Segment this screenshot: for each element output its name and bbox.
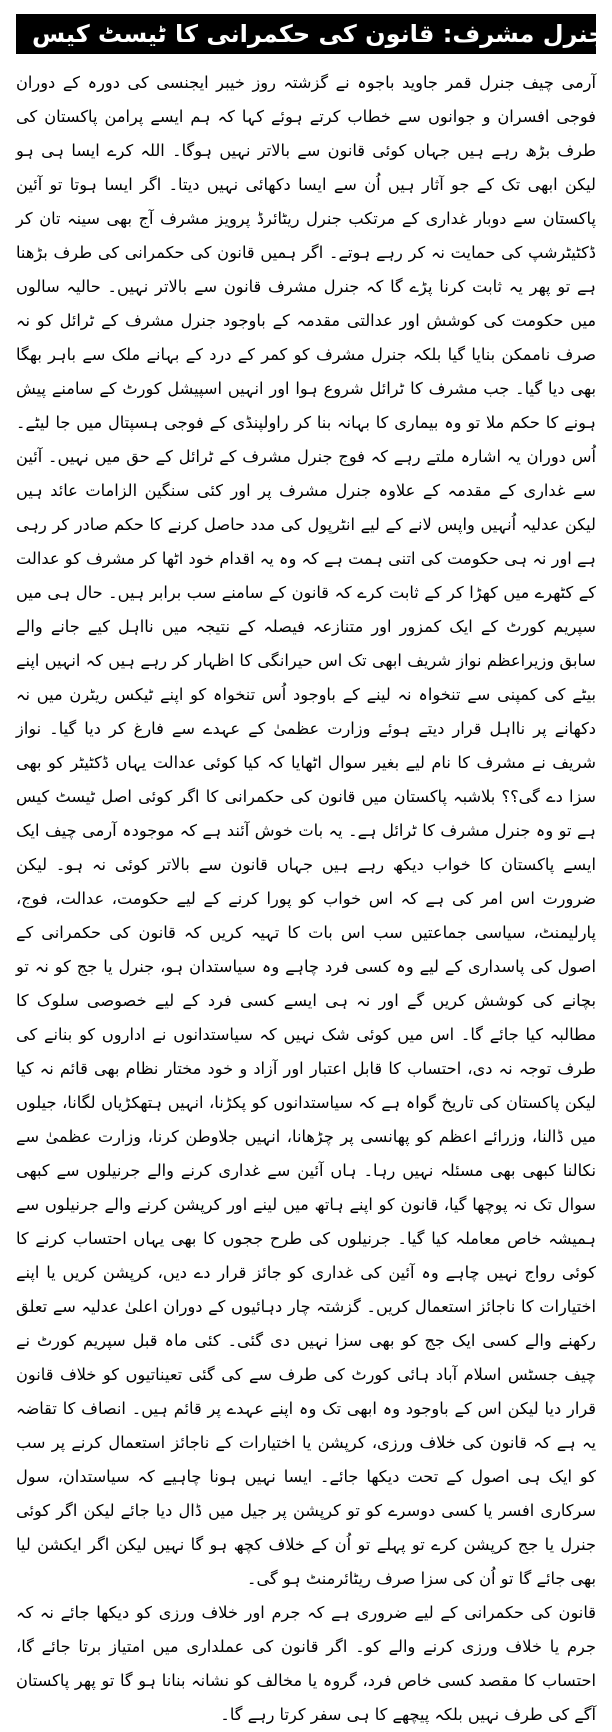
article-paragraph: آرمی چیف جنرل قمر جاوید باجوہ نے گزشتہ روز خیبر ایجنسی کی دورہ کے دوران فوجی افسران و جوانوں سے خطاب کرتے ہوئے کہا کہ ہم ایسے پرامن پاکستان کی طرف بڑھ رہے ہیں جہاں کوئی قانون سے بالاتر نہیں ہوگا۔ اللہ کرے ایسا ہی ہو لیکن ابھی تک کے جو آثار ہیں اُن سے ایسا دکھائی نہیں دیتا۔ اگر ایسا ہوتا تو آئین پاکستان سے دوبار غداری کے مرتکب جنرل ریٹائرڈ پرویز مشرف آج بھی سینہ تان کر ڈکٹیٹرشپ کی حمایت نہ کر رہے ہوتے۔ اگر ہمیں قانون کی حکمرانی کی طرف بڑھنا ہے تو پھر یہ ثابت کرنا پڑے گا کہ جنرل مشرف قانون سے بالاتر نہیں۔ حالیہ سالوں میں حکومت کی کوشش اور عدالتی مقدمہ کے باوجود جنرل مشرف کے ٹرائل کو نہ صرف ناممکن بنایا گیا بلکہ جنرل مشرف کو کمر کے درد کے بہانے ملک سے باہر بھگا بھی دیا گیا۔ جب مشرف کا ٹرائل شروع ہوا اور انہیں اسپیشل کورٹ کے سامنے پیش ہونے کا حکم ملا تو وہ بیماری کا بہانہ بنا کر راولپنڈی کے فوجی ہسپتال میں جا لیٹے۔ اُس دوران یہ اشارہ ملتے رہے کہ فوج جنرل مشرف کے ٹرائل کے حق میں نہیں۔ آئین سے غداری کے مقدمہ کے علاوہ جنرل مشرف پر اور کئی سنگین الزامات عائد ہیں لیکن عدلیہ اُنہیں واپس لانے کے لیے انٹرپول کی مدد حاصل کرنے کا حکم صادر کر رہی ہے اور نہ ہی حکومت کی اتنی ہمت ہے کہ وہ یہ اقدام خود اٹھا کر مشرف کو عدالت کے کٹھرے میں کھڑا کر کے ثابت کرے کہ قانون کے سامنے سب برابر ہیں۔ حال ہی میں سپریم کورٹ کے ایک کمزور اور متنازعہ فیصلہ کے نتیجہ میں نااہل کیے جانے والے سابق وزیراعظم نواز شریف ابھی تک اس حیرانگی کا اظہار کر رہے ہیں کہ انہیں اپنے بیٹے کی کمپنی سے تنخواہ نہ لینے کے باوجود اُس تنخواہ کو اپنے ٹیکس ریٹرن میں نہ دکھانے پر نااہل قرار دیتے ہوئے وزارت عظمیٰ کے عہدے سے فارغ کر دیا گیا۔ نواز شریف نے مشرف کا نام لیے بغیر سوال اٹھایا کہ کیا کوئی عدالت یہاں ڈکٹیٹر کو بھی سزا دے گی؟؟ بلاشبہ پاکستان میں قانون کی حکمرانی کا اگر کوئی اصل ٹیسٹ کیس ہے تو وہ جنرل مشرف کا ٹرائل ہے۔ یہ بات خوش آئند ہے کہ موجودہ آرمی چیف ایک ایسے پاکستان کا خواب دیکھ رہے ہیں جہاں قانون سے بالاتر کوئی نہ ہو۔ لیکن ضرورت اس امر کی ہے کہ اس خواب کو پورا کرنے کے لیے حکومت، عدالت، فوج، پارلیمنٹ، سیاسی جماعتیں سب اس بات کا تہیہ کریں کہ قانون کی حکمرانی کے اصول کی پاسداری کے لیے وہ کسی فرد چاہے وہ سیاستدان ہو، جنرل یا جج کو نہ تو بچانے کی کوشش کریں گے اور نہ ہی ایسے کسی فرد کے لیے خصوصی سلوک کا مطالبہ کیا جائے گا۔ اس میں کوئی شک نہیں کہ سیاستدانوں نے اداروں کو بنانے کی طرف توجہ نہ دی، احتساب کا قابل اعتبار اور آزاد و خود مختار نظام بھی قائم نہ کیا لیکن پاکستان کی تاریخ گواہ ہے کہ سیاستدانوں کو پکڑنا، انہیں ہتھکڑیاں لگانا، جیلوں میں ڈالنا، وزرائے اعظم کو پھانسی پر چڑھانا، انہیں جلاوطن کرنا، وزارت عظمیٰ سے نکالنا کبھی بھی مسئلہ نہیں رہا۔ ہاں آئین سے غداری کرنے والے جرنیلوں سے کبھی سوال تک نہ پوچھا گیا، قانون کو اپنے ہاتھ میں لینے اور کرپشن کرنے والے جرنیلوں سے ہمیشہ خاص معاملہ کیا گیا۔ جرنیلوں کی طرح ججوں کا بھی یہاں احتساب کرنے کا کوئی رواج نہیں چاہے وہ آئین کی غداری کو جائز قرار دے دیں، کرپشن کریں یا اپنے اختیارات کا ناجائز استعمال کریں۔ گزشتہ چار دہائیوں کے دوران اعلیٰ عدلیہ سے تعلق رکھنے والے کسی ایک جج کو بھی سزا نہیں دی گئی۔ کئی ماہ قبل سپریم کورٹ نے چیف جسٹس اسلام آباد ہائی کورٹ کی طرف سے کی گئی تعیناتیوں کو خلاف قانون قرار دیا لیکن اس کے باوجود وہ ابھی تک وہ اپنے عہدے پر قائم ہیں۔ انصاف کا تقاضہ یہ ہے کہ قانون کی خلاف ورزی، کرپشن یا اختیارات کے ناجائز استعمال کرنے پر سب کو ایک ہی اصول کے تحت دیکھا جائے۔ ایسا نہیں ہونا چاہیے کہ سیاستدان، سول سرکاری افسر یا کسی دوسرے کو تو کرپشن پر جیل میں ڈال دیا جائے لیکن اگر کوئی جنرل یا جج کرپشن کرے تو پہلے تو اُن کے خلاف کچھ ہو گا نہیں لیکن اگر ایکشن لیا بھی جائے گا تو اُن کی سزا صرف ریٹائرمنٹ ہو گی۔ [16,73,596,1588]
article-paragraph: قانون کی حکمرانی کے لیے ضروری ہے کہ جرم اور خلاف ورزی کو دیکھا جائے نہ کہ جرم یا خلاف ورزی کرنے والے کو۔ اگر قانون کی عملداری میں امتیاز برتا جائے گا، احتساب کا مقصد کسی خاص فرد، گروہ یا مخالف کو نشانہ بنانا ہو گا تو پھر پاکستان آگے کی طرف نہیں بلکہ پیچھے کا ہی سفر کرتا رہے گا۔ [16,1603,596,1724]
article-headline: جنرل مشرف: قانون کی حکمرانی کا ٹیسٹ کیس [32,20,606,48]
article-body [16,66,596,1732]
headline-bar [16,14,606,54]
